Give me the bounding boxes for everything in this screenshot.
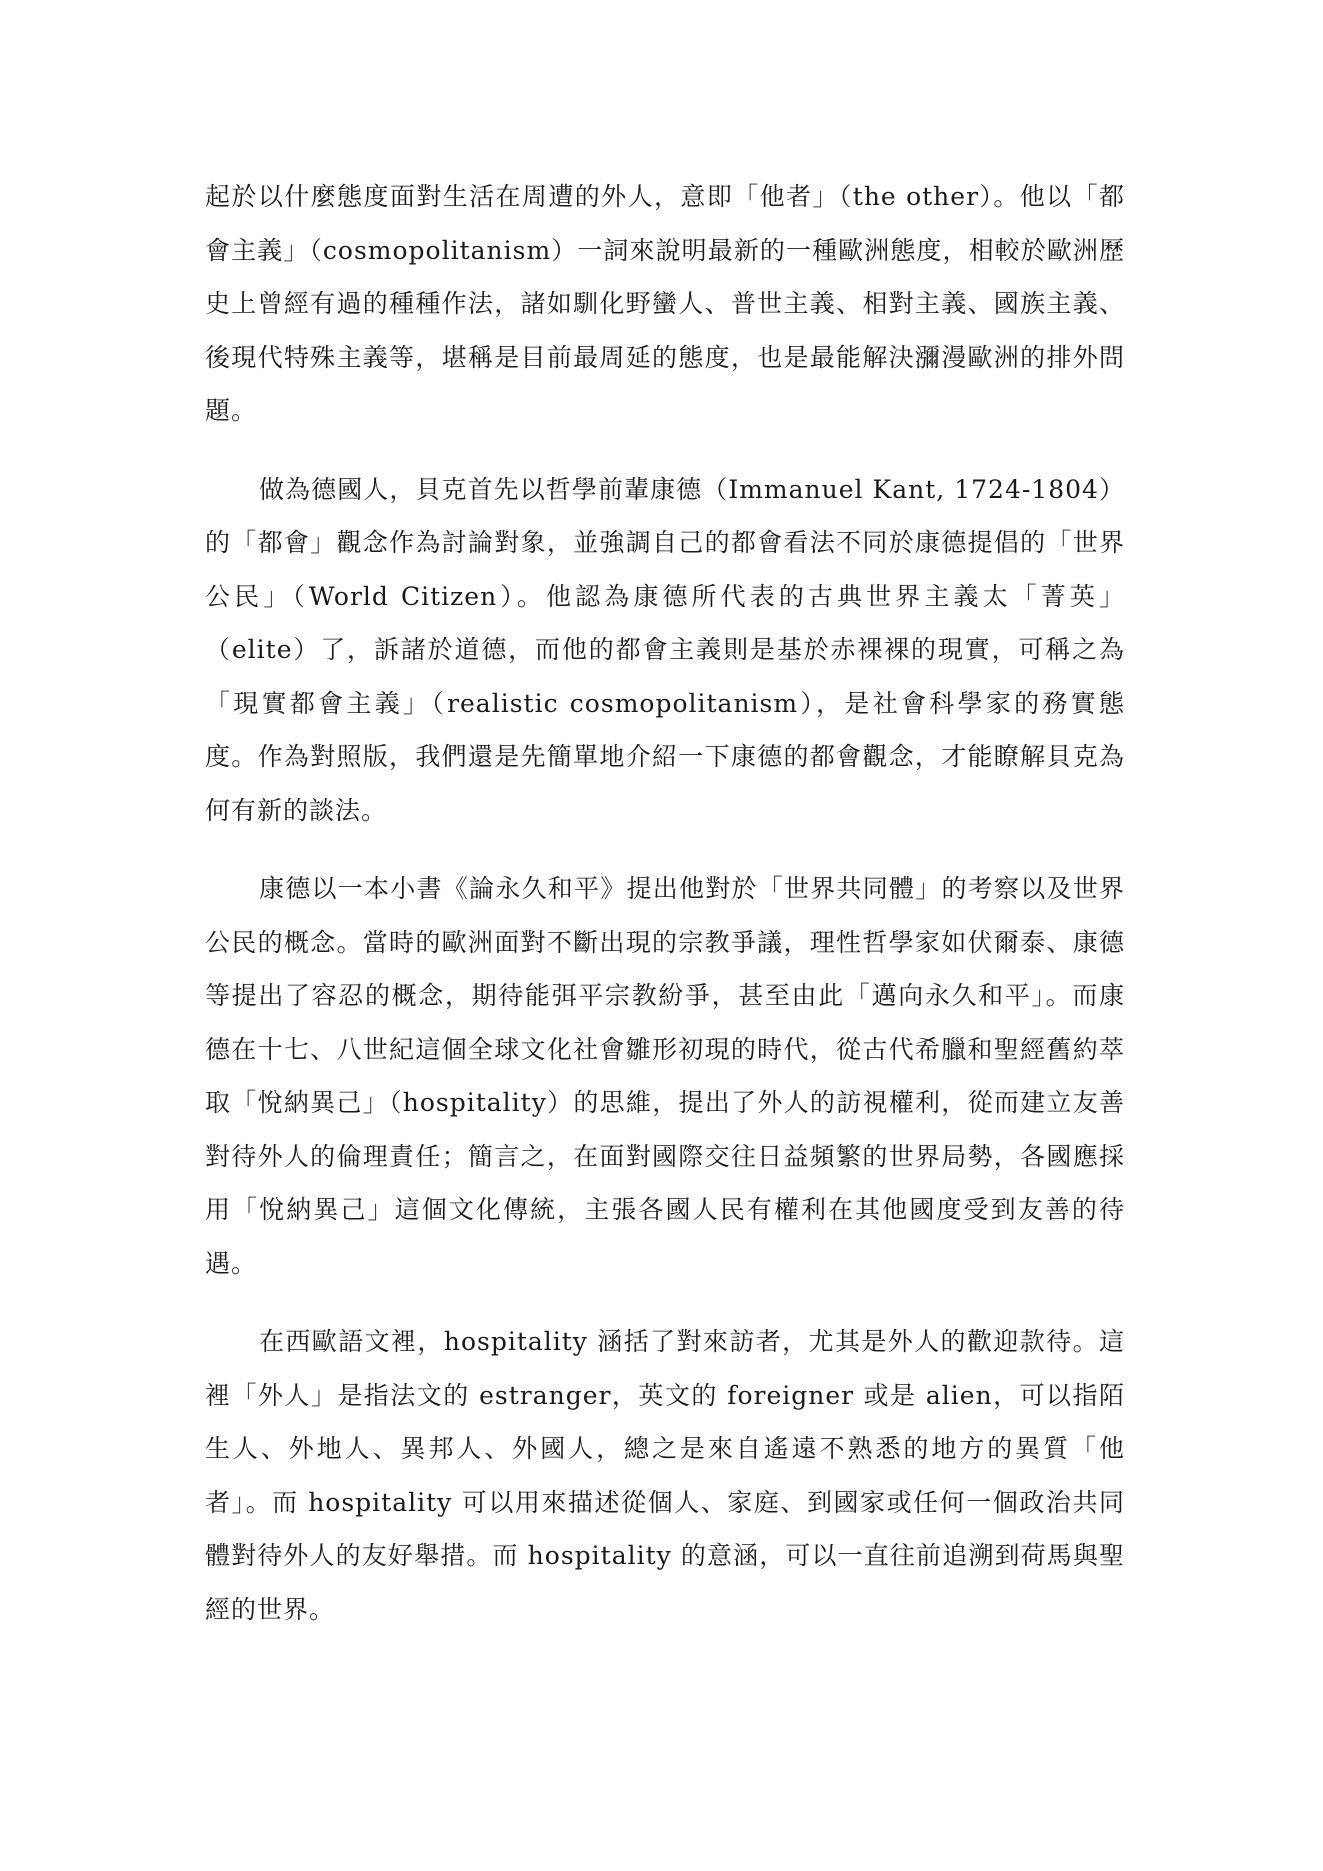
paragraph-4: 在西歐語文裡，hospitality 涵括了對來訪者，尤其是外人的歡迎款待。這裡「外人」是指法文的 estranger，英文的 foreigner 或是 alien，可以指陌生人、外地人、異邦人、外國人，總之是來自遙遠不熟悉的地方的異質「他者」。而 hospitality 可以用來描述從個人、家庭、到國家或任何一個政治共同體對待外人的友好舉措。而 hospitality 的意涵，可以一直往前追溯到荷馬與聖經的世界。 <box>205 1327 1125 1624</box>
body-text <box>205 170 1125 1661</box>
paragraph-3: 康德以一本小書《論永久和平》提出他對於「世界共同體」的考察以及世界公民的概念。當時的歐洲面對不斷出現的宗教爭議，理性哲學家如伏爾泰、康德等提出了容忍的概念，期待能弭平宗教紛爭，甚至由此「邁向永久和平」。而康德在十七、八世紀這個全球文化社會雛形初現的時代，從古代希臘和聖經舊約萃取「悅納異己」（hospitality）的思維，提出了外人的訪視權利，從而建立友善對待外人的倫理責任；簡言之，在面對國際交往日益頻繁的世界局勢，各國應採用「悅納異己」這個文化傳統，主張各國人民有權利在其他國度受到友善的待遇。 <box>205 874 1125 1278</box>
paragraph-2: 做為德國人，貝克首先以哲學前輩康德（Immanuel Kant, 1724-1804）的「都會」觀念作為討論對象，並強調自己的都會看法不同於康德提倡的「世界公民」（World Citizen）。他認為康德所代表的古典世界主義太「菁英」（elite）了，訴諸於道德，而他的都會主義則是基於赤裸裸的現實，可稱之為「現實都會主義」（realistic cosmopolitanism），是社會科學家的務實態度。作為對照版，我們還是先簡單地介紹一下康德的都會觀念，才能瞭解貝克為何有新的談法。 <box>205 474 1125 825</box>
paragraph-1: 起於以什麼態度面對生活在周遭的外人，意即「他者」（the other）。他以「都會主義」（cosmopolitanism）一詞來說明最新的一種歐洲態度，相較於歐洲歷史上曾經有過的種種作法，諸如馴化野蠻人、普世主義、相對主義、國族主義、後現代特殊主義等，堪稱是目前最周延的態度，也是最能解決瀰漫歐洲的排外問題。 <box>205 182 1125 425</box>
